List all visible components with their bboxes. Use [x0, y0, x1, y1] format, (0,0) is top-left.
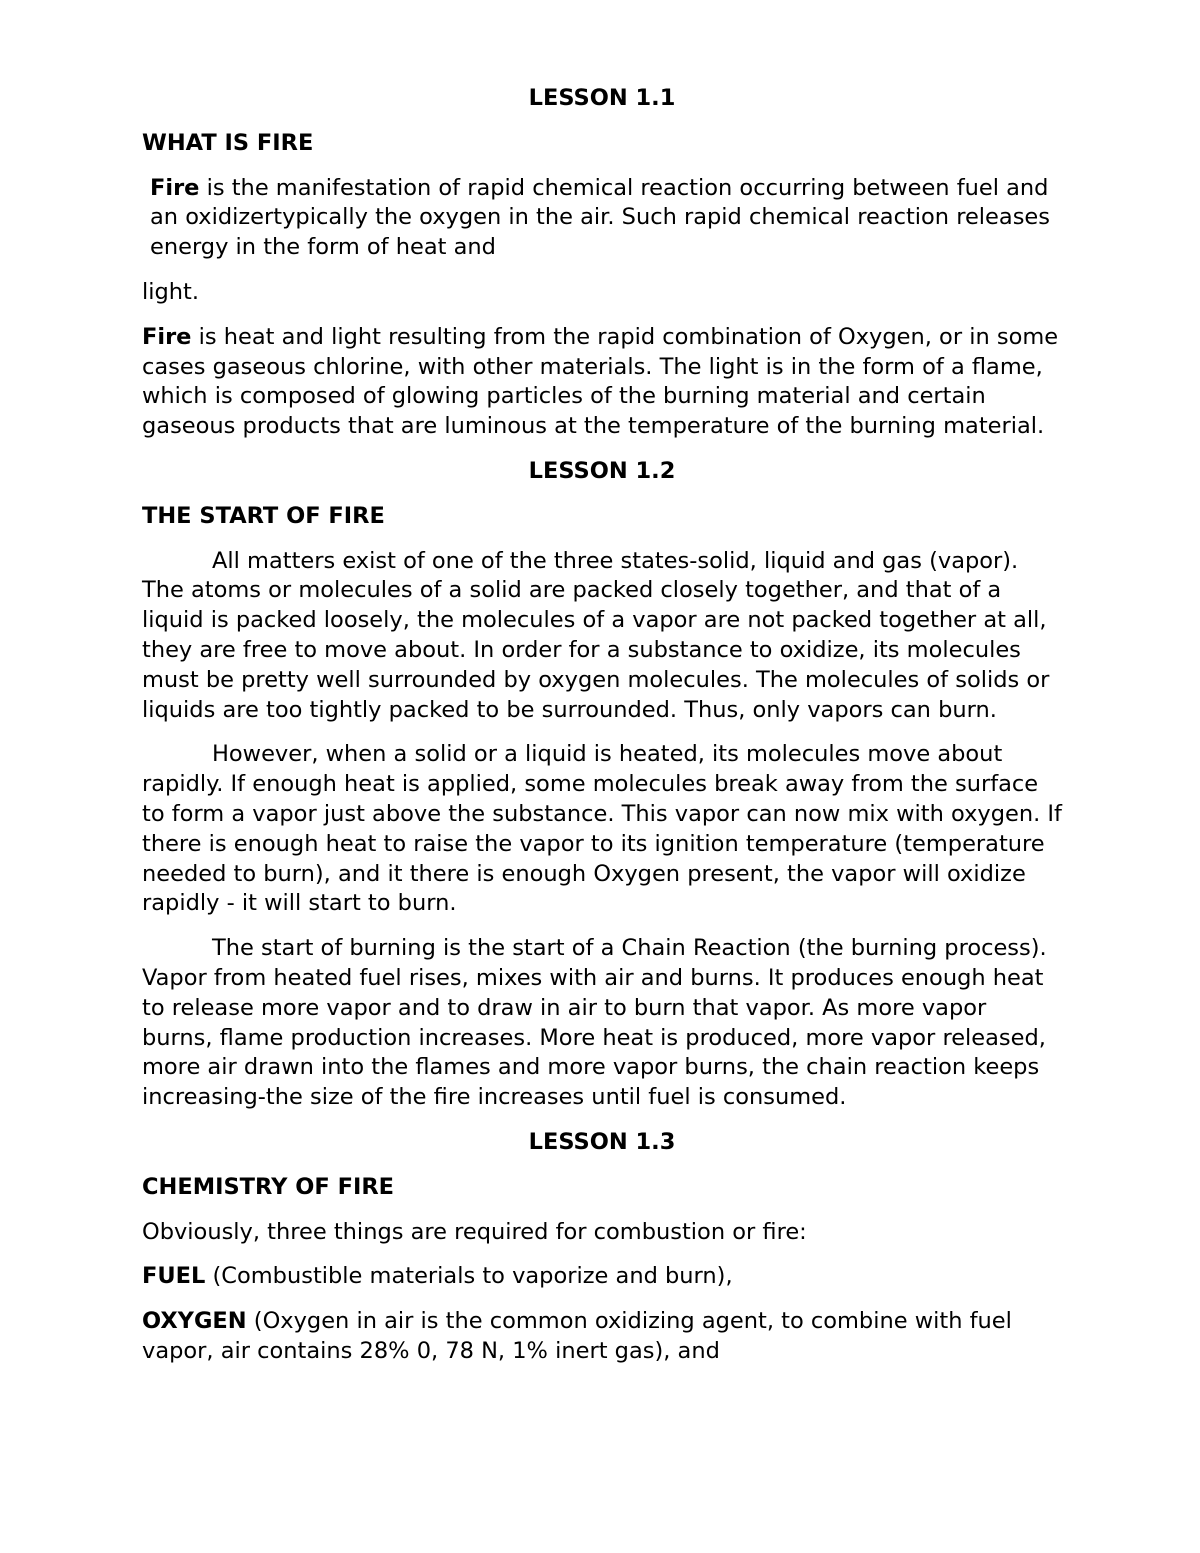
heating-paragraph: However, when a solid or a liquid is heated, its molecules move about rapidly. If enough heat is applied, some molecules break away from the surface to form a vapor just above the substance. This vapor can now mix with oxygen. If there is enough heat to raise the vapor to its ignition temperature (temperature needed to burn), and it there is enough Oxygen present, the vapor will oxidize rapidly - it will start to burn.: [142, 741, 1062, 917]
fire-definition-text-2: is heat and light resulting from the rapid combination of Oxygen, or in some cases gaseous chlorine, with other materials. The light is in the form of a flame, which is composed of glowing particles of the burning material and certain gaseous products that are luminous at the temperature of the burning material.: [142, 323, 1059, 440]
start-of-fire-heading: THE START OF FIRE: [142, 502, 385, 529]
fuel-term: FUEL: [142, 1263, 206, 1290]
fuel-item: [142, 1262, 1062, 1292]
fire-definition-paragraph-2: [142, 323, 1062, 442]
what-is-fire-heading: WHAT IS FIRE: [142, 129, 314, 156]
document-page: [142, 84, 1062, 1382]
requirements-intro: Obviously, three things are required for combustion or fire:: [142, 1218, 807, 1245]
lesson-1-3-heading: LESSON 1.3: [528, 1128, 676, 1155]
oxygen-term: OXYGEN: [142, 1308, 247, 1335]
chain-reaction-paragraph: The start of burning is the start of a Chain Reaction (the burning process). Vapor from heated fuel rises, mixes with air and burns. It produces enough heat to release more vapor and to draw in air to burn that vapor. As more vapor burns, flame production increases. More heat is produced, more vapor released, more air drawn into the flames and more vapor burns, the chain reaction keeps increasing-the size of the fire increases until fuel is consumed.: [142, 935, 1047, 1111]
oxygen-item: [142, 1307, 1062, 1367]
fuel-text: (Combustible materials to vaporize and burn),: [205, 1263, 733, 1290]
lesson-1-1-heading: LESSON 1.1: [528, 85, 676, 111]
fire-definition-paragraph-1: [142, 174, 1062, 263]
states-of-matter-paragraph: All matters exist of one of the three states-solid, liquid and gas (vapor). The atoms or molecules of a solid are packed closely together, and that of a liquid is packed loosely, the molecules of a vapor are not packed together at all, they are free to move about. In order for a substance to oxidize, its molecules must be pretty well surrounded by oxygen molecules. The molecules of solids or liquids are too tightly packed to be surrounded. Thus, only vapors can burn.: [142, 547, 1050, 723]
fire-term: Fire: [150, 174, 200, 201]
oxygen-text: (Oxygen in air is the common oxidizing agent, to combine with fuel vapor, air contains 28% 0, 78 N, 1% inert gas), and: [142, 1308, 1012, 1364]
fire-definition-text: is the manifestation of rapid chemical reaction occurring between fuel and an oxidizertypically the oxygen in the air. Such rapid chemical reaction releases energy in the form of heat and: [150, 174, 1050, 261]
lesson-1-2-heading: LESSON 1.2: [528, 457, 676, 484]
chemistry-of-fire-heading: CHEMISTRY OF FIRE: [142, 1173, 395, 1200]
fire-term-2: Fire: [142, 323, 192, 350]
fire-definition-continuation: light.: [142, 278, 200, 305]
